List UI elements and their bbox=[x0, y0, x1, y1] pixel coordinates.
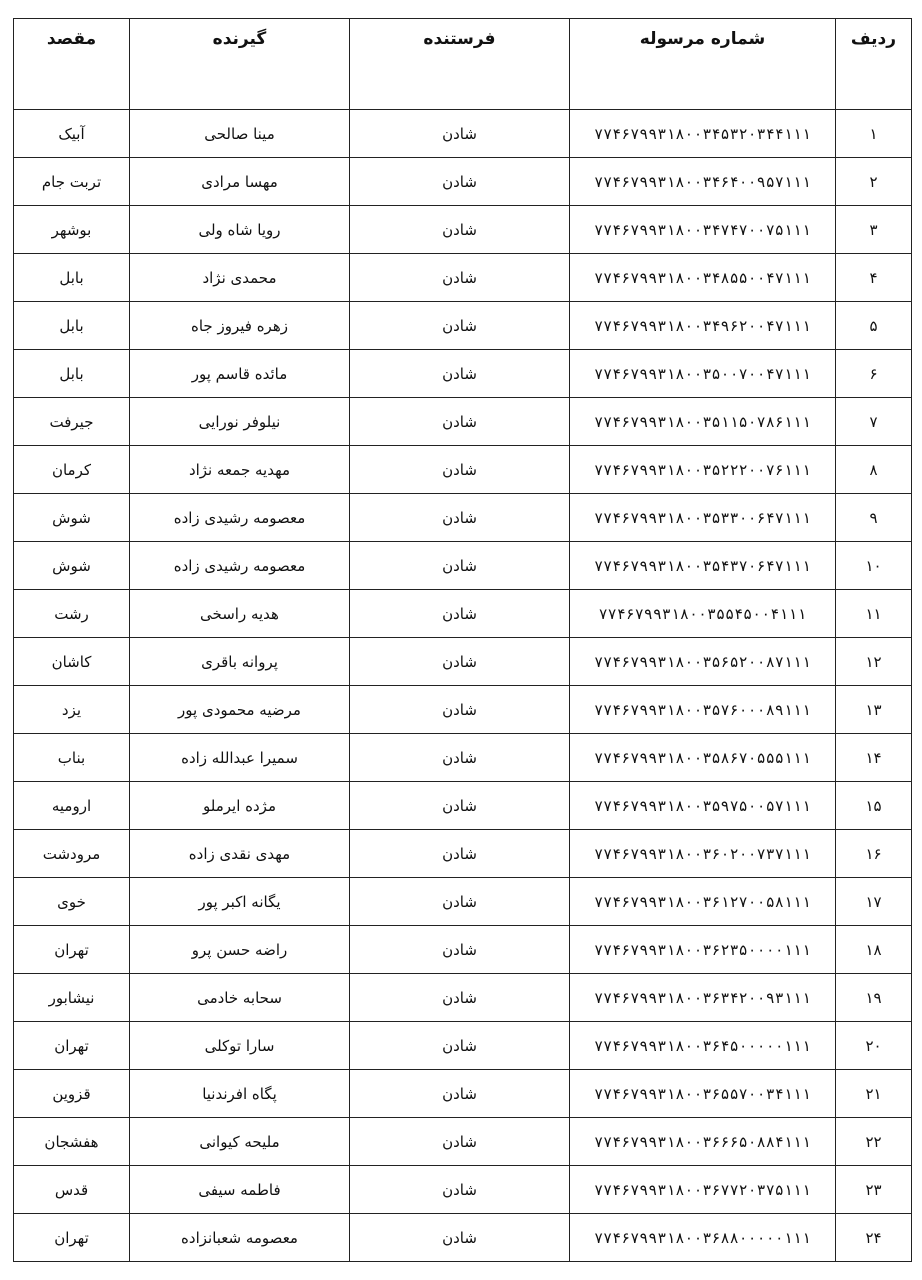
destination-cell: مرودشت bbox=[14, 830, 130, 878]
tracking-number-cell: ۷۷۴۶۷۹۹۳۱۸۰۰۳۴۶۴۰۰۹۵۷۱۱۱ bbox=[570, 158, 836, 206]
tracking-number-cell: ۷۷۴۶۷۹۹۳۱۸۰۰۳۵۵۴۵۰۰۴۱۱۱ bbox=[570, 590, 836, 638]
row-number-cell: ۱۳ bbox=[836, 686, 912, 734]
row-number-cell: ۱۵ bbox=[836, 782, 912, 830]
table-row bbox=[14, 1070, 912, 1118]
sender-cell: شادن bbox=[350, 830, 570, 878]
sender-cell: شادن bbox=[350, 590, 570, 638]
tracking-number-cell: ۷۷۴۶۷۹۹۳۱۸۰۰۳۴۵۳۲۰۳۴۴۱۱۱ bbox=[570, 110, 836, 158]
header-tracking-number: شماره مرسوله bbox=[570, 19, 836, 110]
header-receiver: گیرنده bbox=[130, 19, 350, 110]
sender-cell: شادن bbox=[350, 638, 570, 686]
sender-cell: شادن bbox=[350, 542, 570, 590]
receiver-cell: یگانه اکبر پور bbox=[130, 878, 350, 926]
table-body bbox=[14, 110, 912, 1262]
destination-cell: بوشهر bbox=[14, 206, 130, 254]
row-number-cell: ۱۲ bbox=[836, 638, 912, 686]
row-number-cell: ۲۴ bbox=[836, 1214, 912, 1262]
sender-cell: شادن bbox=[350, 734, 570, 782]
row-number-cell: ۸ bbox=[836, 446, 912, 494]
receiver-cell: فاطمه سیفی bbox=[130, 1166, 350, 1214]
table-row bbox=[14, 1166, 912, 1214]
sender-cell: شادن bbox=[350, 158, 570, 206]
sender-cell: شادن bbox=[350, 974, 570, 1022]
destination-cell: نیشابور bbox=[14, 974, 130, 1022]
destination-cell: خوی bbox=[14, 878, 130, 926]
row-number-cell: ۱۹ bbox=[836, 974, 912, 1022]
tracking-number-cell: ۷۷۴۶۷۹۹۳۱۸۰۰۳۶۰۲۰۰۷۳۷۱۱۱ bbox=[570, 830, 836, 878]
shipments-table bbox=[13, 18, 912, 1262]
destination-cell: قدس bbox=[14, 1166, 130, 1214]
tracking-number-cell: ۷۷۴۶۷۹۹۳۱۸۰۰۳۶۶۶۵۰۸۸۴۱۱۱ bbox=[570, 1118, 836, 1166]
sender-cell: شادن bbox=[350, 350, 570, 398]
table-row bbox=[14, 542, 912, 590]
row-number-cell: ۲۲ bbox=[836, 1118, 912, 1166]
destination-cell: بابل bbox=[14, 350, 130, 398]
tracking-number-cell: ۷۷۴۶۷۹۹۳۱۸۰۰۳۴۸۵۵۰۰۴۷۱۱۱ bbox=[570, 254, 836, 302]
sender-cell: شادن bbox=[350, 926, 570, 974]
receiver-cell: معصومه رشیدی زاده bbox=[130, 542, 350, 590]
table-row bbox=[14, 734, 912, 782]
tracking-number-cell: ۷۷۴۶۷۹۹۳۱۸۰۰۳۶۵۵۷۰۰۳۴۱۱۱ bbox=[570, 1070, 836, 1118]
sender-cell: شادن bbox=[350, 1118, 570, 1166]
table-row bbox=[14, 1214, 912, 1262]
destination-cell: ارومیه bbox=[14, 782, 130, 830]
sender-cell: شادن bbox=[350, 1070, 570, 1118]
row-number-cell: ۲۰ bbox=[836, 1022, 912, 1070]
destination-cell: شوش bbox=[14, 542, 130, 590]
receiver-cell: هدیه راسخی bbox=[130, 590, 350, 638]
row-number-cell: ۱۶ bbox=[836, 830, 912, 878]
tracking-number-cell: ۷۷۴۶۷۹۹۳۱۸۰۰۳۴۷۴۷۰۰۷۵۱۱۱ bbox=[570, 206, 836, 254]
table-row bbox=[14, 1022, 912, 1070]
receiver-cell: ملیحه کیوانی bbox=[130, 1118, 350, 1166]
destination-cell: رشت bbox=[14, 590, 130, 638]
table-row bbox=[14, 926, 912, 974]
sender-cell: شادن bbox=[350, 878, 570, 926]
destination-cell: بناب bbox=[14, 734, 130, 782]
row-number-cell: ۷ bbox=[836, 398, 912, 446]
sender-cell: شادن bbox=[350, 1214, 570, 1262]
tracking-number-cell: ۷۷۴۶۷۹۹۳۱۸۰۰۳۴۹۶۲۰۰۴۷۱۱۱ bbox=[570, 302, 836, 350]
table-row bbox=[14, 350, 912, 398]
sender-cell: شادن bbox=[350, 110, 570, 158]
receiver-cell: رویا شاه ولی bbox=[130, 206, 350, 254]
destination-cell: کرمان bbox=[14, 446, 130, 494]
tracking-number-cell: ۷۷۴۶۷۹۹۳۱۸۰۰۳۵۹۷۵۰۰۵۷۱۱۱ bbox=[570, 782, 836, 830]
table-row bbox=[14, 590, 912, 638]
sender-cell: شادن bbox=[350, 398, 570, 446]
destination-cell: قزوین bbox=[14, 1070, 130, 1118]
sender-cell: شادن bbox=[350, 206, 570, 254]
sender-cell: شادن bbox=[350, 302, 570, 350]
table-row bbox=[14, 206, 912, 254]
tracking-number-cell: ۷۷۴۶۷۹۹۳۱۸۰۰۳۶۸۸۰۰۰۰۰۱۱۱ bbox=[570, 1214, 836, 1262]
receiver-cell: مهدی نقدی زاده bbox=[130, 830, 350, 878]
table-row bbox=[14, 158, 912, 206]
row-number-cell: ۹ bbox=[836, 494, 912, 542]
row-number-cell: ۱۸ bbox=[836, 926, 912, 974]
table-row bbox=[14, 110, 912, 158]
destination-cell: یزد bbox=[14, 686, 130, 734]
table-row bbox=[14, 446, 912, 494]
tracking-number-cell: ۷۷۴۶۷۹۹۳۱۸۰۰۳۵۱۱۵۰۷۸۶۱۱۱ bbox=[570, 398, 836, 446]
receiver-cell: سمیرا عبدالله زاده bbox=[130, 734, 350, 782]
row-number-cell: ۱۷ bbox=[836, 878, 912, 926]
row-number-cell: ۴ bbox=[836, 254, 912, 302]
destination-cell: هفشجان bbox=[14, 1118, 130, 1166]
row-number-cell: ۱۱ bbox=[836, 590, 912, 638]
receiver-cell: مهدیه جمعه نژاد bbox=[130, 446, 350, 494]
row-number-cell: ۲۱ bbox=[836, 1070, 912, 1118]
destination-cell: کاشان bbox=[14, 638, 130, 686]
receiver-cell: معصومه شعبانزاده bbox=[130, 1214, 350, 1262]
row-number-cell: ۲ bbox=[836, 158, 912, 206]
receiver-cell: پگاه افرندنیا bbox=[130, 1070, 350, 1118]
table-row bbox=[14, 878, 912, 926]
header-row-number: ردیف bbox=[836, 19, 912, 110]
receiver-cell: راضه حسن پرو bbox=[130, 926, 350, 974]
row-number-cell: ۱۴ bbox=[836, 734, 912, 782]
row-number-cell: ۱ bbox=[836, 110, 912, 158]
tracking-number-cell: ۷۷۴۶۷۹۹۳۱۸۰۰۳۶۷۷۲۰۳۷۵۱۱۱ bbox=[570, 1166, 836, 1214]
tracking-number-cell: ۷۷۴۶۷۹۹۳۱۸۰۰۳۵۶۵۲۰۰۸۷۱۱۱ bbox=[570, 638, 836, 686]
table-row bbox=[14, 398, 912, 446]
sender-cell: شادن bbox=[350, 686, 570, 734]
table-row bbox=[14, 1118, 912, 1166]
row-number-cell: ۱۰ bbox=[836, 542, 912, 590]
destination-cell: شوش bbox=[14, 494, 130, 542]
receiver-cell: معصومه رشیدی زاده bbox=[130, 494, 350, 542]
row-number-cell: ۲۳ bbox=[836, 1166, 912, 1214]
sender-cell: شادن bbox=[350, 782, 570, 830]
tracking-number-cell: ۷۷۴۶۷۹۹۳۱۸۰۰۳۵۰۰۷۰۰۴۷۱۱۱ bbox=[570, 350, 836, 398]
tracking-number-cell: ۷۷۴۶۷۹۹۳۱۸۰۰۳۶۱۲۷۰۰۵۸۱۱۱ bbox=[570, 878, 836, 926]
table-row bbox=[14, 638, 912, 686]
table-row bbox=[14, 974, 912, 1022]
destination-cell: آبیک bbox=[14, 110, 130, 158]
sender-cell: شادن bbox=[350, 1166, 570, 1214]
receiver-cell: پروانه باقری bbox=[130, 638, 350, 686]
sender-cell: شادن bbox=[350, 1022, 570, 1070]
destination-cell: بابل bbox=[14, 254, 130, 302]
sender-cell: شادن bbox=[350, 254, 570, 302]
table-header-row bbox=[14, 19, 912, 110]
receiver-cell: مهسا مرادی bbox=[130, 158, 350, 206]
destination-cell: تربت جام bbox=[14, 158, 130, 206]
destination-cell: جیرفت bbox=[14, 398, 130, 446]
tracking-number-cell: ۷۷۴۶۷۹۹۳۱۸۰۰۳۵۳۳۰۰۶۴۷۱۱۱ bbox=[570, 494, 836, 542]
header-destination: مقصد bbox=[14, 19, 130, 110]
receiver-cell: سحابه خادمی bbox=[130, 974, 350, 1022]
table-row bbox=[14, 254, 912, 302]
tracking-number-cell: ۷۷۴۶۷۹۹۳۱۸۰۰۳۵۴۳۷۰۶۴۷۱۱۱ bbox=[570, 542, 836, 590]
table-row bbox=[14, 494, 912, 542]
table-row bbox=[14, 782, 912, 830]
header-sender: فرستنده bbox=[350, 19, 570, 110]
receiver-cell: سارا توکلی bbox=[130, 1022, 350, 1070]
receiver-cell: مائده قاسم پور bbox=[130, 350, 350, 398]
table-row bbox=[14, 302, 912, 350]
tracking-number-cell: ۷۷۴۶۷۹۹۳۱۸۰۰۳۶۴۵۰۰۰۰۰۱۱۱ bbox=[570, 1022, 836, 1070]
destination-cell: تهران bbox=[14, 926, 130, 974]
table-row bbox=[14, 686, 912, 734]
tracking-number-cell: ۷۷۴۶۷۹۹۳۱۸۰۰۳۵۲۲۲۰۰۷۶۱۱۱ bbox=[570, 446, 836, 494]
destination-cell: تهران bbox=[14, 1022, 130, 1070]
receiver-cell: نیلوفر نورایی bbox=[130, 398, 350, 446]
receiver-cell: محمدی نژاد bbox=[130, 254, 350, 302]
sender-cell: شادن bbox=[350, 446, 570, 494]
receiver-cell: مینا صالحی bbox=[130, 110, 350, 158]
row-number-cell: ۳ bbox=[836, 206, 912, 254]
destination-cell: بابل bbox=[14, 302, 130, 350]
sender-cell: شادن bbox=[350, 494, 570, 542]
row-number-cell: ۶ bbox=[836, 350, 912, 398]
table-row bbox=[14, 830, 912, 878]
destination-cell: تهران bbox=[14, 1214, 130, 1262]
tracking-number-cell: ۷۷۴۶۷۹۹۳۱۸۰۰۳۶۲۳۵۰۰۰۰۱۱۱ bbox=[570, 926, 836, 974]
tracking-number-cell: ۷۷۴۶۷۹۹۳۱۸۰۰۳۶۳۴۲۰۰۹۳۱۱۱ bbox=[570, 974, 836, 1022]
receiver-cell: زهره فیروز جاه bbox=[130, 302, 350, 350]
receiver-cell: مژده ایرملو bbox=[130, 782, 350, 830]
tracking-number-cell: ۷۷۴۶۷۹۹۳۱۸۰۰۳۵۸۶۷۰۵۵۵۱۱۱ bbox=[570, 734, 836, 782]
receiver-cell: مرضیه محمودی پور bbox=[130, 686, 350, 734]
row-number-cell: ۵ bbox=[836, 302, 912, 350]
tracking-number-cell: ۷۷۴۶۷۹۹۳۱۸۰۰۳۵۷۶۰۰۰۸۹۱۱۱ bbox=[570, 686, 836, 734]
